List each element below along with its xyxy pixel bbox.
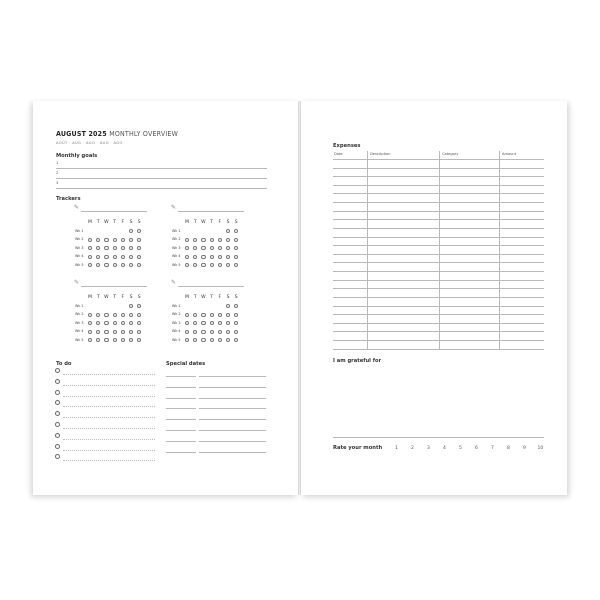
habit-checkbox[interactable] — [104, 313, 108, 317]
todo-checkbox[interactable] — [55, 444, 60, 449]
habit-checkbox[interactable] — [226, 238, 230, 242]
habit-checkbox[interactable] — [121, 255, 125, 259]
day-letter: M — [185, 295, 189, 300]
todo-checkbox[interactable] — [55, 390, 60, 395]
day-letter: T — [113, 220, 116, 225]
day-letter: T — [113, 295, 116, 300]
habit-checkbox[interactable] — [210, 238, 214, 242]
column-description: Description — [370, 152, 391, 156]
todo-checkbox[interactable] — [55, 379, 60, 384]
habit-checkbox[interactable] — [210, 321, 214, 325]
habit-checkbox[interactable] — [113, 238, 117, 242]
goal-number: 2 — [56, 171, 59, 175]
goal-line[interactable] — [56, 188, 267, 189]
habit-checkbox[interactable] — [201, 321, 205, 325]
habit-checkbox[interactable] — [129, 330, 133, 334]
rate-option[interactable]: 9 — [523, 446, 526, 451]
expense-row-line[interactable] — [333, 349, 544, 350]
special-date-line[interactable] — [166, 387, 196, 388]
habit-checkbox[interactable] — [104, 246, 108, 250]
habit-checkbox[interactable] — [218, 313, 222, 317]
pencil-icon: ✎ — [171, 204, 177, 211]
habit-checkbox[interactable] — [185, 330, 189, 334]
habit-checkbox[interactable] — [129, 255, 133, 259]
day-letter: F — [121, 295, 125, 300]
day-letter: S — [137, 220, 141, 225]
habit-checkbox[interactable] — [210, 255, 214, 259]
habit-checkbox[interactable] — [104, 330, 108, 334]
rate-option[interactable]: 8 — [507, 446, 510, 451]
habit-checkbox[interactable] — [210, 246, 214, 250]
goal-number: 3 — [56, 181, 59, 185]
habit-checkbox[interactable] — [201, 255, 205, 259]
week-label: Wk 5 — [172, 337, 181, 342]
special-date-line[interactable] — [199, 430, 266, 431]
habit-checkbox[interactable] — [88, 255, 92, 259]
day-letter: W — [104, 295, 109, 300]
special-date-line[interactable] — [199, 441, 266, 442]
day-letter: F — [121, 220, 125, 225]
expenses-heading: Expenses — [333, 143, 361, 149]
habit-checkbox[interactable] — [104, 263, 108, 267]
grateful-bottom-line — [333, 437, 544, 438]
title-overview: MONTHLY OVERVIEW — [109, 130, 179, 138]
habit-checkbox[interactable] — [226, 313, 230, 317]
tracker-name-line[interactable] — [81, 286, 147, 287]
habit-checkbox[interactable] — [201, 238, 205, 242]
rate-option[interactable]: 7 — [491, 446, 494, 451]
todo-line[interactable] — [63, 439, 155, 440]
day-letter: T — [193, 295, 197, 300]
week-label: Wk 3 — [75, 245, 84, 250]
habit-checkbox[interactable] — [201, 263, 205, 267]
week-label: Wk 2 — [75, 312, 84, 316]
habit-checkbox[interactable] — [218, 255, 222, 259]
day-letter: T — [210, 220, 213, 225]
day-letter: W — [201, 295, 206, 300]
habit-checkbox[interactable] — [185, 313, 189, 317]
expense-column-divider — [499, 151, 500, 349]
goal-line[interactable] — [56, 168, 267, 169]
column-date: Date — [334, 152, 343, 156]
day-letter: T — [193, 220, 197, 225]
week-label: Wk 4 — [172, 329, 181, 333]
habit-checkbox[interactable] — [104, 338, 108, 342]
special-date-line[interactable] — [199, 419, 266, 420]
day-letter: S — [129, 220, 133, 225]
page-subtitle: AOÛT · AUG · AGO · AUG · AGO — [56, 141, 123, 145]
week-label: Wk 5 — [172, 262, 181, 267]
todo-line[interactable] — [63, 396, 155, 397]
expense-column-divider — [367, 151, 368, 349]
habit-checkbox[interactable] — [121, 330, 125, 334]
habit-checkbox[interactable] — [104, 255, 108, 259]
week-label: Wk 4 — [75, 254, 84, 258]
todo-line[interactable] — [63, 374, 155, 375]
special-date-line[interactable] — [166, 430, 196, 431]
todo-line[interactable] — [63, 406, 155, 407]
habit-checkbox[interactable] — [201, 246, 205, 250]
habit-checkbox[interactable] — [218, 238, 222, 242]
goal-number: 1 — [56, 161, 59, 165]
title-month: AUGUST 2025 — [56, 130, 107, 138]
habit-checkbox[interactable] — [210, 338, 214, 342]
special-date-line[interactable] — [166, 419, 196, 420]
special-date-line[interactable] — [166, 398, 196, 399]
habit-checkbox[interactable] — [201, 313, 205, 317]
week-label: Wk 2 — [172, 312, 181, 316]
habit-checkbox[interactable] — [113, 330, 117, 334]
todo-line[interactable] — [63, 428, 155, 429]
expense-column-divider — [439, 151, 440, 349]
habit-checkbox[interactable] — [218, 330, 222, 334]
monthly-goals-heading: Monthly goals — [56, 153, 98, 159]
week-label: Wk 2 — [75, 237, 84, 241]
habit-checkbox[interactable] — [113, 313, 117, 317]
habit-checkbox[interactable] — [185, 255, 189, 259]
column-amount: Amount — [502, 152, 517, 156]
habit-checkbox[interactable] — [201, 330, 205, 334]
special-date-line[interactable] — [166, 441, 196, 442]
grateful-heading: I am grateful for — [333, 358, 382, 364]
special-date-line[interactable] — [199, 387, 266, 388]
week-label: Wk 3 — [75, 320, 84, 325]
habit-checkbox[interactable] — [113, 263, 117, 267]
week-label: Wk 3 — [172, 320, 181, 325]
special-date-line[interactable] — [166, 452, 196, 453]
day-letter: S — [226, 220, 230, 225]
goal-line[interactable] — [56, 178, 267, 179]
habit-checkbox[interactable] — [210, 313, 214, 317]
day-letter: W — [104, 220, 109, 225]
day-letter: F — [218, 295, 222, 300]
special-date-line[interactable] — [199, 452, 266, 453]
special-date-line[interactable] — [199, 398, 266, 399]
todo-line[interactable] — [63, 450, 155, 451]
habit-checkbox[interactable] — [121, 238, 125, 242]
day-letter: S — [234, 220, 238, 225]
week-label: Wk 1 — [172, 303, 181, 308]
habit-checkbox[interactable] — [226, 255, 230, 259]
right-page — [301, 101, 567, 495]
left-page — [33, 101, 298, 495]
rate-option[interactable]: 2 — [411, 446, 414, 451]
rate-option[interactable]: 6 — [475, 446, 478, 451]
day-letter: T — [96, 220, 100, 225]
week-label: Wk 1 — [172, 228, 181, 233]
special-date-line[interactable] — [166, 408, 196, 409]
rate-option[interactable]: 1 — [395, 446, 398, 451]
week-label: Wk 4 — [172, 254, 181, 258]
week-label: Wk 1 — [75, 228, 84, 233]
tracker-name-line[interactable] — [178, 211, 244, 212]
day-letter: W — [201, 220, 206, 225]
habit-checkbox[interactable] — [201, 338, 205, 342]
pencil-icon: ✎ — [74, 204, 80, 211]
special-date-line[interactable] — [199, 376, 266, 377]
column-category: Category — [442, 152, 459, 156]
week-label: Wk 2 — [172, 237, 181, 241]
todo-checkbox[interactable] — [55, 433, 60, 438]
pencil-icon: ✎ — [74, 279, 80, 286]
todo-checkbox[interactable] — [55, 368, 60, 373]
rate-option[interactable]: 5 — [459, 446, 462, 451]
week-label: Wk 5 — [75, 262, 84, 267]
special-date-line[interactable] — [166, 376, 196, 377]
day-letter: T — [210, 295, 213, 300]
todo-checkbox[interactable] — [55, 422, 60, 427]
habit-checkbox[interactable] — [88, 313, 92, 317]
habit-checkbox[interactable] — [129, 313, 133, 317]
habit-checkbox[interactable] — [113, 338, 117, 342]
day-letter: M — [88, 295, 92, 300]
page-title — [56, 130, 178, 138]
todo-line[interactable] — [63, 385, 155, 386]
rate-heading: Rate your month — [333, 445, 383, 451]
rate-option[interactable]: 4 — [443, 446, 446, 451]
habit-checkbox[interactable] — [113, 246, 117, 250]
day-letter: M — [88, 220, 92, 225]
day-letter: M — [185, 220, 189, 225]
habit-checkbox[interactable] — [185, 238, 189, 242]
todo-line[interactable] — [63, 417, 155, 418]
tracker-name-line[interactable] — [178, 286, 244, 287]
week-label: Wk 3 — [172, 245, 181, 250]
trackers-heading: Trackers — [56, 196, 81, 202]
todo-heading: To do — [56, 361, 72, 367]
tracker-name-line[interactable] — [81, 211, 147, 212]
rate-option[interactable]: 10 — [537, 446, 544, 451]
habit-checkbox[interactable] — [113, 321, 117, 325]
week-label: Wk 4 — [75, 329, 84, 333]
day-letter: F — [218, 220, 222, 225]
habit-checkbox[interactable] — [210, 263, 214, 267]
special-dates-heading: Special dates — [166, 361, 206, 367]
week-label: Wk 5 — [75, 337, 84, 342]
special-date-line[interactable] — [199, 408, 266, 409]
day-letter: T — [96, 295, 100, 300]
day-letter: S — [226, 295, 230, 300]
day-letter: S — [234, 295, 238, 300]
habit-checkbox[interactable] — [113, 255, 117, 259]
habit-checkbox[interactable] — [226, 330, 230, 334]
day-letter: S — [137, 295, 141, 300]
habit-checkbox[interactable] — [88, 330, 92, 334]
habit-checkbox[interactable] — [210, 330, 214, 334]
habit-checkbox[interactable] — [129, 238, 133, 242]
habit-checkbox[interactable] — [121, 313, 125, 317]
habit-checkbox[interactable] — [88, 238, 92, 242]
week-label: Wk 1 — [75, 303, 84, 308]
day-letter: S — [129, 295, 133, 300]
todo-line[interactable] — [63, 460, 155, 461]
rate-option[interactable]: 3 — [427, 446, 430, 451]
habit-checkbox[interactable] — [104, 321, 108, 325]
pencil-icon: ✎ — [171, 279, 177, 286]
habit-checkbox[interactable] — [104, 238, 108, 242]
